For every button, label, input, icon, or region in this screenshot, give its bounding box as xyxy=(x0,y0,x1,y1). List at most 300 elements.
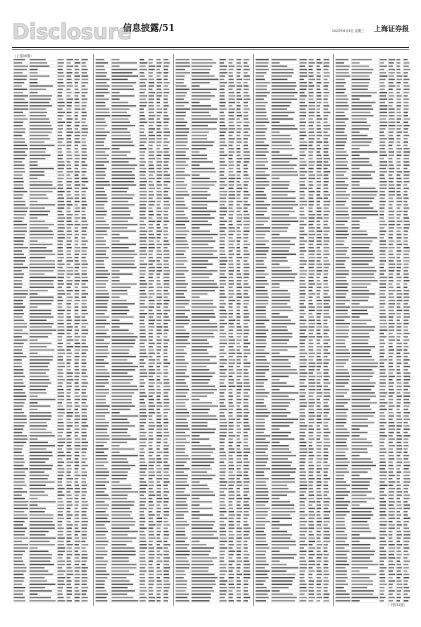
fine-print-cell xyxy=(67,66,74,67)
fine-print-cell xyxy=(300,128,306,129)
fine-print-cell xyxy=(112,108,130,109)
fine-print-cell xyxy=(157,89,162,90)
fine-print-cell xyxy=(244,89,249,90)
fine-print-cell xyxy=(237,59,242,60)
fine-print-cell xyxy=(309,198,314,199)
fine-print-cell xyxy=(75,564,80,565)
fine-print-cell xyxy=(176,339,188,340)
fine-print-cell xyxy=(272,475,291,476)
fine-print-cell xyxy=(317,587,322,588)
fine-print-cell xyxy=(324,409,330,410)
table-column-4 xyxy=(255,58,331,603)
fine-print-cell xyxy=(176,504,188,505)
fine-print-cell xyxy=(149,138,155,139)
fine-print-cell xyxy=(404,310,410,311)
fine-print-cell xyxy=(389,396,393,397)
fine-print-cell xyxy=(149,468,154,469)
fine-print-cell xyxy=(404,597,410,598)
fine-print-cell xyxy=(164,237,168,238)
fine-print-cell xyxy=(67,221,72,222)
fine-print-cell xyxy=(192,82,210,83)
fine-print-cell xyxy=(96,574,110,575)
fine-print-cell xyxy=(30,396,38,397)
fine-print-cell xyxy=(229,204,234,205)
fine-print-cell xyxy=(380,597,386,598)
fine-print-cell xyxy=(229,584,234,585)
fine-print-cell xyxy=(157,547,163,548)
fine-print-cell xyxy=(324,359,331,360)
fine-print-cell xyxy=(324,316,331,317)
fine-print-cell xyxy=(149,155,154,156)
fine-print-cell xyxy=(164,171,168,172)
fine-print-cell xyxy=(309,257,316,258)
fine-print-cell xyxy=(389,495,394,496)
fine-print-cell xyxy=(237,155,241,156)
fine-print-cell xyxy=(380,501,386,502)
fine-print-cell xyxy=(397,102,402,103)
fine-print-cell xyxy=(380,303,386,304)
fine-print-cell xyxy=(96,511,106,512)
fine-print-cell xyxy=(75,478,79,479)
fine-print-cell xyxy=(336,471,350,472)
fine-print-cell xyxy=(75,495,79,496)
fine-print-cell xyxy=(397,145,401,146)
fine-print-cell xyxy=(229,544,234,545)
fine-print-cell xyxy=(140,438,147,439)
fine-print-cell xyxy=(336,330,350,331)
fine-print-cell xyxy=(140,323,145,324)
fine-print-cell xyxy=(389,452,394,453)
fine-print-cell xyxy=(96,570,107,571)
fine-print-cell xyxy=(336,95,348,96)
fine-print-cell xyxy=(336,69,349,70)
fine-print-cell xyxy=(112,445,120,446)
fine-print-cell xyxy=(140,541,147,542)
fine-print-cell xyxy=(58,518,64,519)
fine-print-cell xyxy=(67,561,72,562)
fine-print-cell xyxy=(220,524,226,525)
fine-print-cell xyxy=(336,303,346,304)
fine-print-cell xyxy=(336,141,347,142)
fine-print-cell xyxy=(30,376,49,377)
fine-print-cell xyxy=(176,521,188,522)
fine-print-cell xyxy=(220,69,227,70)
fine-print-cell xyxy=(256,264,265,265)
fine-print-cell xyxy=(380,326,387,327)
fine-print-cell xyxy=(67,320,72,321)
fine-print-cell xyxy=(140,188,146,189)
fine-print-cell xyxy=(14,108,29,109)
fine-print-cell xyxy=(229,138,235,139)
fine-print-cell xyxy=(14,419,27,420)
fine-print-cell xyxy=(58,458,63,459)
fine-print-cell xyxy=(112,570,130,571)
fine-print-cell xyxy=(157,392,161,393)
fine-print-cell xyxy=(309,72,314,73)
fine-print-cell xyxy=(58,524,62,525)
fine-print-cell xyxy=(112,293,128,294)
fine-print-cell xyxy=(96,293,109,294)
fine-print-cell xyxy=(164,419,169,420)
fine-print-cell xyxy=(336,184,349,185)
fine-print-cell xyxy=(192,306,217,307)
fine-print-cell xyxy=(397,82,401,83)
fine-print-cell xyxy=(404,435,411,436)
fine-print-cell xyxy=(309,191,315,192)
fine-print-cell xyxy=(149,128,155,129)
fine-print-cell xyxy=(149,544,153,545)
fine-print-cell xyxy=(58,231,64,232)
fine-print-cell xyxy=(229,386,236,387)
fine-print-cell xyxy=(336,240,345,241)
fine-print-cell xyxy=(220,531,227,532)
fine-print-cell xyxy=(229,379,235,380)
fine-print-cell xyxy=(149,141,155,142)
fine-print-cell xyxy=(336,504,349,505)
fine-print-cell xyxy=(336,366,344,367)
fine-print-cell xyxy=(389,468,394,469)
fine-print-cell xyxy=(149,165,154,166)
fine-print-cell xyxy=(244,165,248,166)
fine-print-cell xyxy=(140,561,146,562)
fine-print-cell xyxy=(336,174,344,175)
fine-print-cell xyxy=(192,349,207,350)
fine-print-cell xyxy=(404,287,408,288)
fine-print-cell xyxy=(30,448,47,449)
fine-print-cell xyxy=(352,425,368,426)
fine-print-cell xyxy=(380,488,385,489)
fine-print-cell xyxy=(96,590,107,591)
fine-print-cell xyxy=(220,587,227,588)
fine-print-cell xyxy=(229,132,234,133)
fine-print-cell xyxy=(256,237,265,238)
fine-print-cell xyxy=(96,118,105,119)
fine-print-cell xyxy=(58,171,63,172)
fine-print-cell xyxy=(404,320,409,321)
fine-print-cell xyxy=(272,597,297,598)
fine-print-cell xyxy=(389,455,394,456)
fine-print-cell xyxy=(300,551,307,552)
fine-print-cell xyxy=(229,316,233,317)
fine-print-cell xyxy=(192,313,215,314)
fine-print-cell xyxy=(30,194,47,195)
fine-print-cell xyxy=(149,158,155,159)
fine-print-cell xyxy=(96,521,111,522)
fine-print-cell xyxy=(58,125,64,126)
fine-print-cell xyxy=(75,214,79,215)
fine-print-cell xyxy=(157,372,162,373)
fine-print-cell xyxy=(112,396,133,397)
fine-print-cell xyxy=(192,405,218,406)
fine-print-cell xyxy=(300,224,307,225)
fine-print-cell xyxy=(140,174,146,175)
fine-print-cell xyxy=(192,386,215,387)
fine-print-cell xyxy=(67,481,72,482)
fine-print-cell xyxy=(237,138,242,139)
fine-print-cell xyxy=(389,462,393,463)
fine-print-cell xyxy=(317,105,321,106)
fine-print-cell xyxy=(67,171,74,172)
fine-print-cell xyxy=(389,564,395,565)
fine-print-cell xyxy=(112,458,127,459)
fine-print-cell xyxy=(58,399,65,400)
fine-print-cell xyxy=(220,260,228,261)
fine-print-cell xyxy=(58,191,65,192)
fine-print-cell xyxy=(336,105,349,106)
fine-print-cell xyxy=(96,227,110,228)
fine-print-cell xyxy=(272,412,291,413)
fine-print-cell xyxy=(140,102,148,103)
fine-print-cell xyxy=(220,422,228,423)
fine-print-cell xyxy=(58,422,64,423)
fine-print-cell xyxy=(389,244,394,245)
fine-print-cell xyxy=(397,537,401,538)
fine-print-cell xyxy=(272,580,293,581)
fine-print-cell xyxy=(336,316,351,317)
fine-print-cell xyxy=(82,132,88,133)
fine-print-cell xyxy=(272,132,280,133)
fine-print-cell xyxy=(96,102,106,103)
fine-print-cell xyxy=(380,399,385,400)
fine-print-cell xyxy=(309,273,315,274)
fine-print-cell xyxy=(397,217,400,218)
fine-print-cell xyxy=(164,356,168,357)
fine-print-cell xyxy=(176,468,190,469)
fine-print-cell xyxy=(404,419,410,420)
fine-print-cell xyxy=(67,577,71,578)
fine-print-cell xyxy=(300,574,305,575)
fine-print-cell xyxy=(164,194,169,195)
fine-print-cell xyxy=(309,462,313,463)
fine-print-cell xyxy=(272,356,296,357)
fine-print-cell xyxy=(157,561,163,562)
fine-print-cell xyxy=(300,524,306,525)
fine-print-cell xyxy=(220,135,225,136)
fine-print-cell xyxy=(157,438,162,439)
fine-print-cell xyxy=(58,283,64,284)
fine-print-cell xyxy=(309,283,315,284)
fine-print-cell xyxy=(157,462,162,463)
fine-print-cell xyxy=(300,485,308,486)
fine-print-cell xyxy=(317,402,321,403)
fine-print-cell xyxy=(300,405,307,406)
fine-print-cell xyxy=(336,557,348,558)
fine-print-cell xyxy=(309,584,314,585)
fine-print-cell xyxy=(380,270,386,271)
fine-print-cell xyxy=(272,389,280,390)
fine-print-cell xyxy=(140,287,147,288)
fine-print-cell xyxy=(149,452,154,453)
fine-print-cell xyxy=(192,353,209,354)
fine-print-cell xyxy=(58,85,65,86)
fine-print-cell xyxy=(229,66,235,67)
fine-print-cell xyxy=(256,537,266,538)
fine-print-cell xyxy=(14,264,24,265)
fine-print-cell xyxy=(389,141,394,142)
fine-print-cell xyxy=(82,564,86,565)
fine-print-cell xyxy=(272,161,290,162)
fine-print-cell xyxy=(404,165,410,166)
fine-print-cell xyxy=(176,138,188,139)
fine-print-cell xyxy=(192,511,200,512)
fine-print-cell xyxy=(317,214,322,215)
fine-print-cell xyxy=(75,415,80,416)
fine-print-cell xyxy=(324,69,329,70)
fine-print-cell xyxy=(192,412,209,413)
fine-print-cell xyxy=(300,306,306,307)
fine-print-cell xyxy=(389,584,393,585)
fine-print-cell xyxy=(317,92,322,93)
fine-print-cell xyxy=(149,356,153,357)
fine-print-cell xyxy=(112,316,134,317)
fine-print-cell xyxy=(58,108,63,109)
fine-print-cell xyxy=(149,339,153,340)
fine-print-cell xyxy=(14,333,29,334)
fine-print-cell xyxy=(164,178,171,179)
fine-print-cell xyxy=(176,155,186,156)
fine-print-cell xyxy=(96,316,110,317)
fine-print-cell xyxy=(220,452,226,453)
fine-print-cell xyxy=(140,386,145,387)
fine-print-cell xyxy=(229,240,235,241)
fine-print-cell xyxy=(300,534,306,535)
fine-print-cell xyxy=(317,349,322,350)
fine-print-cell xyxy=(317,303,322,304)
fine-print-cell xyxy=(336,217,350,218)
fine-print-cell xyxy=(389,306,394,307)
fine-print-cell xyxy=(82,551,87,552)
fine-print-cell xyxy=(164,79,168,80)
fine-print-cell xyxy=(149,369,155,370)
fine-print-cell xyxy=(96,389,109,390)
fine-print-cell xyxy=(112,158,136,159)
fine-print-cell xyxy=(30,570,49,571)
fine-print-cell xyxy=(82,567,88,568)
fine-print-cell xyxy=(75,488,80,489)
fine-print-cell xyxy=(229,514,235,515)
fine-print-cell xyxy=(149,326,155,327)
fine-print-cell xyxy=(404,89,410,90)
fine-print-cell xyxy=(256,115,267,116)
fine-print-cell xyxy=(140,412,146,413)
fine-print-cell xyxy=(164,405,169,406)
fine-print-cell xyxy=(352,108,374,109)
fine-print-cell xyxy=(352,353,370,354)
fine-print-cell xyxy=(237,171,241,172)
fine-print-cell xyxy=(317,485,322,486)
fine-print-cell xyxy=(96,537,107,538)
fine-print-cell xyxy=(157,518,162,519)
fine-print-cell xyxy=(149,310,153,311)
fine-print-cell xyxy=(14,435,27,436)
fine-print-cell xyxy=(112,231,137,232)
fine-print-cell xyxy=(140,168,147,169)
fine-print-cell xyxy=(397,455,401,456)
fine-print-cell xyxy=(309,382,316,383)
fine-print-cell xyxy=(237,204,241,205)
fine-print-cell xyxy=(324,326,329,327)
fine-print-cell xyxy=(164,600,168,601)
fine-print-cell xyxy=(164,99,168,100)
fine-print-cell xyxy=(140,105,147,106)
fine-print-cell xyxy=(300,72,307,73)
fine-print-cell xyxy=(237,478,240,479)
fine-print-cell xyxy=(317,333,321,334)
fine-print-cell xyxy=(140,79,147,80)
fine-print-cell xyxy=(176,300,190,301)
fine-print-cell xyxy=(30,366,48,367)
fine-print-cell xyxy=(220,237,225,238)
fine-print-cell xyxy=(324,277,328,278)
fine-print-cell xyxy=(140,537,146,538)
fine-print-cell xyxy=(157,293,162,294)
fine-print-cell xyxy=(244,343,251,344)
fine-print-cell xyxy=(164,514,169,515)
fine-print-cell xyxy=(96,310,108,311)
fine-print-cell xyxy=(229,521,234,522)
fine-print-cell xyxy=(237,95,242,96)
fine-print-cell xyxy=(352,313,369,314)
fine-print-cell xyxy=(404,475,410,476)
fine-print-cell xyxy=(244,155,250,156)
fine-print-cell xyxy=(324,155,329,156)
fine-print-cell xyxy=(164,488,168,489)
fine-print-cell xyxy=(14,425,25,426)
fine-print-cell xyxy=(176,547,188,548)
fine-print-cell xyxy=(317,254,321,255)
fine-print-cell xyxy=(30,386,48,387)
fine-print-cell xyxy=(272,283,280,284)
fine-print-cell xyxy=(149,66,156,67)
fine-print-cell xyxy=(30,452,53,453)
fine-print-cell xyxy=(317,488,321,489)
fine-print-cell xyxy=(67,280,73,281)
fine-print-cell xyxy=(112,82,137,83)
fine-print-cell xyxy=(229,491,235,492)
fine-print-cell xyxy=(324,514,329,515)
fine-print-cell xyxy=(164,359,168,360)
fine-print-cell xyxy=(256,151,269,152)
fine-print-cell xyxy=(67,293,71,294)
fine-print-cell xyxy=(149,125,154,126)
fine-print-cell xyxy=(220,204,225,205)
fine-print-cell xyxy=(237,488,240,489)
fine-print-cell xyxy=(164,369,168,370)
fine-print-cell xyxy=(176,75,185,76)
fine-print-cell xyxy=(149,323,154,324)
fine-print-cell xyxy=(140,415,147,416)
fine-print-cell xyxy=(220,161,225,162)
fine-print-cell xyxy=(220,198,227,199)
fine-print-cell xyxy=(380,112,387,113)
fine-print-cell xyxy=(149,577,154,578)
fine-print-cell xyxy=(164,508,170,509)
fine-print-cell xyxy=(82,399,87,400)
fine-print-cell xyxy=(176,432,186,433)
fine-print-cell xyxy=(192,498,200,499)
fine-print-cell xyxy=(192,151,200,152)
fine-print-cell xyxy=(404,422,408,423)
fine-print-cell xyxy=(272,204,298,205)
fine-print-cell xyxy=(397,491,402,492)
fine-print-cell xyxy=(14,468,28,469)
fine-print-cell xyxy=(324,280,328,281)
fine-print-cell xyxy=(229,518,234,519)
fine-print-cell xyxy=(112,419,128,420)
fine-print-cell xyxy=(164,399,169,400)
fine-print-cell xyxy=(157,485,162,486)
fine-print-cell xyxy=(272,234,280,235)
